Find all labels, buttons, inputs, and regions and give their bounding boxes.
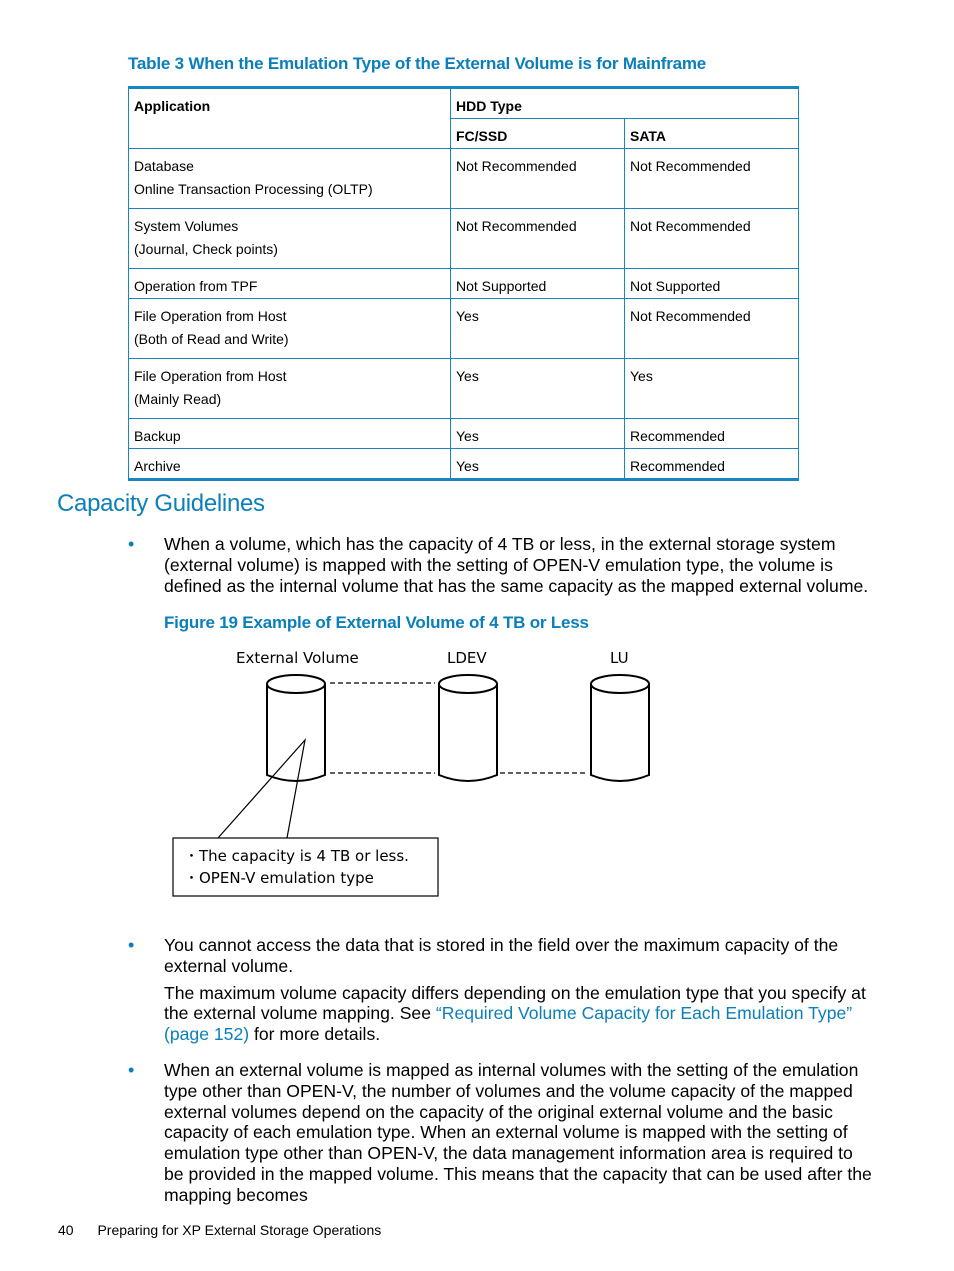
cell-fc-ssd: Not Recommended <box>451 209 625 269</box>
bullet-text: When an external volume is mapped as internal volumes with the setting of the emulation type other than OPEN-V, the number of volumes and the volume capacity of the mapped external volumes depend on the capacity of the original external volume and the basic capacity of each emulation type. When an external volume is mapped with the setting of emulation type other than OPEN-V, the data management information area is required to be provided in the mapped volume. This means that the capacity that can be used after the mapping becomes <box>164 1060 872 1205</box>
table-row <box>129 419 799 449</box>
bullet-icon: • <box>128 534 135 554</box>
cell-fc-ssd: Yes <box>451 299 625 359</box>
bullet-icon: • <box>128 1060 135 1080</box>
cell-sata: Not Recommended <box>625 209 799 269</box>
bullet-item <box>128 935 873 1045</box>
cell-sata: Not Recommended <box>625 299 799 359</box>
callout-pointer <box>218 740 305 838</box>
cell-sata: Not Supported <box>625 269 799 299</box>
cell-sata: Yes <box>625 359 799 419</box>
footer-title: Preparing for XP External Storage Operations <box>97 1222 382 1238</box>
table-row <box>129 359 799 419</box>
table-row <box>129 209 799 269</box>
cell-sata: Recommended <box>625 449 799 480</box>
cell-fc-ssd: Yes <box>451 449 625 480</box>
header-hdd-type: HDD Type <box>451 88 799 119</box>
cell-application: Archive <box>129 449 451 480</box>
bullet-icon: • <box>128 935 135 955</box>
cell-application: System Volumes (Journal, Check points) <box>129 209 451 269</box>
external-volume-cylinder-icon <box>267 675 325 781</box>
lu-cylinder-icon <box>591 675 649 781</box>
cell-application: Database Online Transaction Processing (OLTP) <box>129 149 451 209</box>
table-row <box>129 449 799 480</box>
cell-sata: Not Recommended <box>625 149 799 209</box>
cell-fc-ssd: Not Supported <box>451 269 625 299</box>
cell-fc-ssd: Yes <box>451 419 625 449</box>
label-external-volume: External Volume <box>236 649 359 667</box>
header-fc-ssd: FC/SSD <box>451 119 625 149</box>
bullet-text: When a volume, which has the capacity of 4 TB or less, in the external storage system (external volume) is mapped with the setting of OPEN-V emulation type, the volume is defined as the internal volume that has the same capacity as the mapped external volume. <box>164 534 869 596</box>
bullet-paragraph: The maximum volume capacity differs depending on the emulation type that you specify at the external volume mapping. See “Required Volume Capacity for Each Emulation Type” (page 152) for more details. <box>164 982 866 1045</box>
table-caption: Table 3 When the Emulation Type of the External Volume is for Mainframe <box>128 54 707 73</box>
bullet-item <box>128 1060 873 1206</box>
cell-application: Operation from TPF <box>129 269 451 299</box>
cell-fc-ssd: Not Recommended <box>451 149 625 209</box>
cell-application: File Operation from Host (Mainly Read) <box>129 359 451 419</box>
page-footer <box>58 1222 381 1238</box>
cell-fc-ssd: Yes <box>451 359 625 419</box>
cell-application: File Operation from Host (Both of Read and Write) <box>129 299 451 359</box>
cell-sata: Recommended <box>625 419 799 449</box>
label-ldev: LDEV <box>447 649 487 667</box>
cross-reference-link[interactable]: “Required Volume Capacity for Each Emulation Type” (page 152) <box>164 1003 853 1045</box>
cell-application: Backup <box>129 419 451 449</box>
emulation-table <box>128 86 799 481</box>
label-lu: LU <box>610 649 629 667</box>
page-number: 40 <box>58 1222 74 1238</box>
table-row <box>129 269 799 299</box>
table-row <box>129 299 799 359</box>
figure-caption: Figure 19 Example of External Volume of 4 TB or Less <box>164 613 589 632</box>
bullet-text: You cannot access the data that is stored in the field over the maximum capacity of the external volume. <box>164 935 839 976</box>
section-heading: Capacity Guidelines <box>57 490 265 517</box>
volume-diagram <box>160 640 660 905</box>
callout-note-emulation: ・OPEN-V emulation type <box>184 869 374 887</box>
header-sata: SATA <box>625 119 799 149</box>
ldev-cylinder-icon <box>439 675 497 781</box>
bullet-item <box>128 534 873 596</box>
header-application: Application <box>129 88 451 149</box>
table-row <box>129 149 799 209</box>
callout-note-capacity: ・The capacity is 4 TB or less. <box>184 847 409 865</box>
